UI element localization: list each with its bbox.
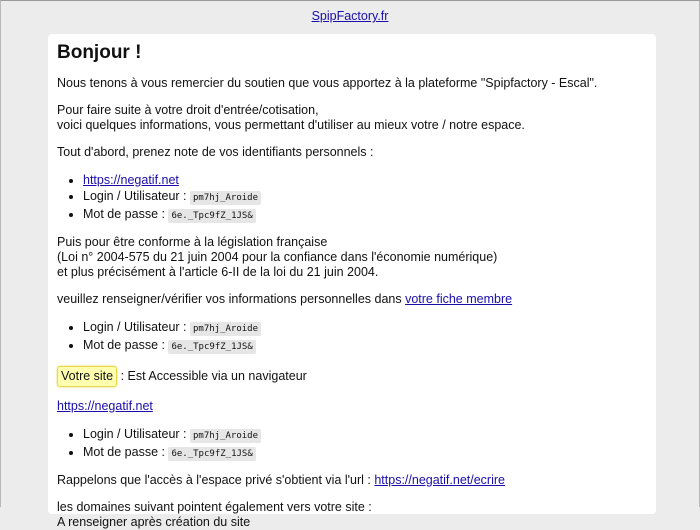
verify-text: veuillez renseigner/vérifier vos informations personnelles dans (57, 292, 406, 306)
login-label: Login / Utilisateur : (83, 189, 190, 203)
intro-paragraph (57, 103, 647, 133)
private-paragraph (57, 473, 647, 488)
password-label: Mot de passe : (83, 207, 169, 221)
login-label: Login / Utilisateur : (83, 320, 190, 334)
member-profile-link[interactable]: votre fiche membre (405, 292, 513, 306)
credentials-list-3 (57, 426, 647, 462)
password-label: Mot de passe : (83, 445, 169, 459)
list-item (83, 319, 647, 337)
site-label-badge: Votre site (57, 366, 117, 387)
thanks-paragraph: Nous tenons à vous remercier du soutien que vous apportez à la plateforme "Spipfactory - Escal". (57, 76, 598, 90)
legal-line-2: (Loi n° 2004-575 du 21 juin 2004 pour la confiance dans l'économie numérique) (57, 250, 498, 264)
domains-paragraph (57, 500, 647, 530)
site-url-paragraph (57, 399, 647, 414)
login-value: pm7hj_Aroide (190, 322, 261, 336)
password-label: Mot de passe : (83, 338, 169, 352)
password-value: 6e._Tpc9fZ_1JS& (168, 209, 255, 223)
header (1, 1, 699, 33)
list-item (83, 206, 647, 224)
email-card (48, 34, 656, 529)
list-item (83, 337, 647, 355)
list-item (83, 444, 647, 462)
domains-line-2: A renseigner après création du site (57, 515, 251, 529)
spipfactory-link[interactable]: SpipFactory.fr (311, 9, 389, 23)
intro-line-2: voici quelques informations, vous permettant d'utiliser au mieux votre / notre espace. (57, 118, 525, 132)
site-url-link-2[interactable]: https://negatif.net (57, 399, 153, 413)
credentials-list-1 (57, 172, 647, 224)
login-value: pm7hj_Aroide (190, 191, 261, 205)
verify-paragraph (57, 292, 647, 307)
login-value: pm7hj_Aroide (190, 429, 261, 443)
private-text: Rappelons que l'accès à l'espace privé s'obtient via l'url : (57, 473, 375, 487)
site-paragraph (57, 366, 647, 387)
credentials-list-2 (57, 319, 647, 355)
domains-line-1: les domaines suivant pointent également vers votre site : (57, 500, 372, 514)
private-space-link[interactable]: https://negatif.net/ecrire (374, 473, 505, 487)
list-item (83, 426, 647, 444)
legal-line-1: Puis pour être conforme à la législation française (57, 235, 328, 249)
greeting-heading: Bonjour ! (57, 42, 142, 63)
site-text: : Est Accessible via un navigateur (117, 369, 307, 383)
password-value: 6e._Tpc9fZ_1JS& (168, 340, 255, 354)
ids-intro: Tout d'abord, prenez note de vos identifiants personnels : (57, 145, 374, 159)
legal-paragraph (57, 235, 647, 280)
intro-line-1: Pour faire suite à votre droit d'entrée/cotisation, (57, 103, 319, 117)
list-item (83, 172, 647, 188)
login-label: Login / Utilisateur : (83, 427, 190, 441)
list-item (83, 188, 647, 206)
password-value: 6e._Tpc9fZ_1JS& (168, 447, 255, 461)
legal-line-3: et plus précisément à l'article 6-II de la loi du 21 juin 2004. (57, 265, 379, 279)
site-url-link[interactable]: https://negatif.net (83, 173, 179, 187)
